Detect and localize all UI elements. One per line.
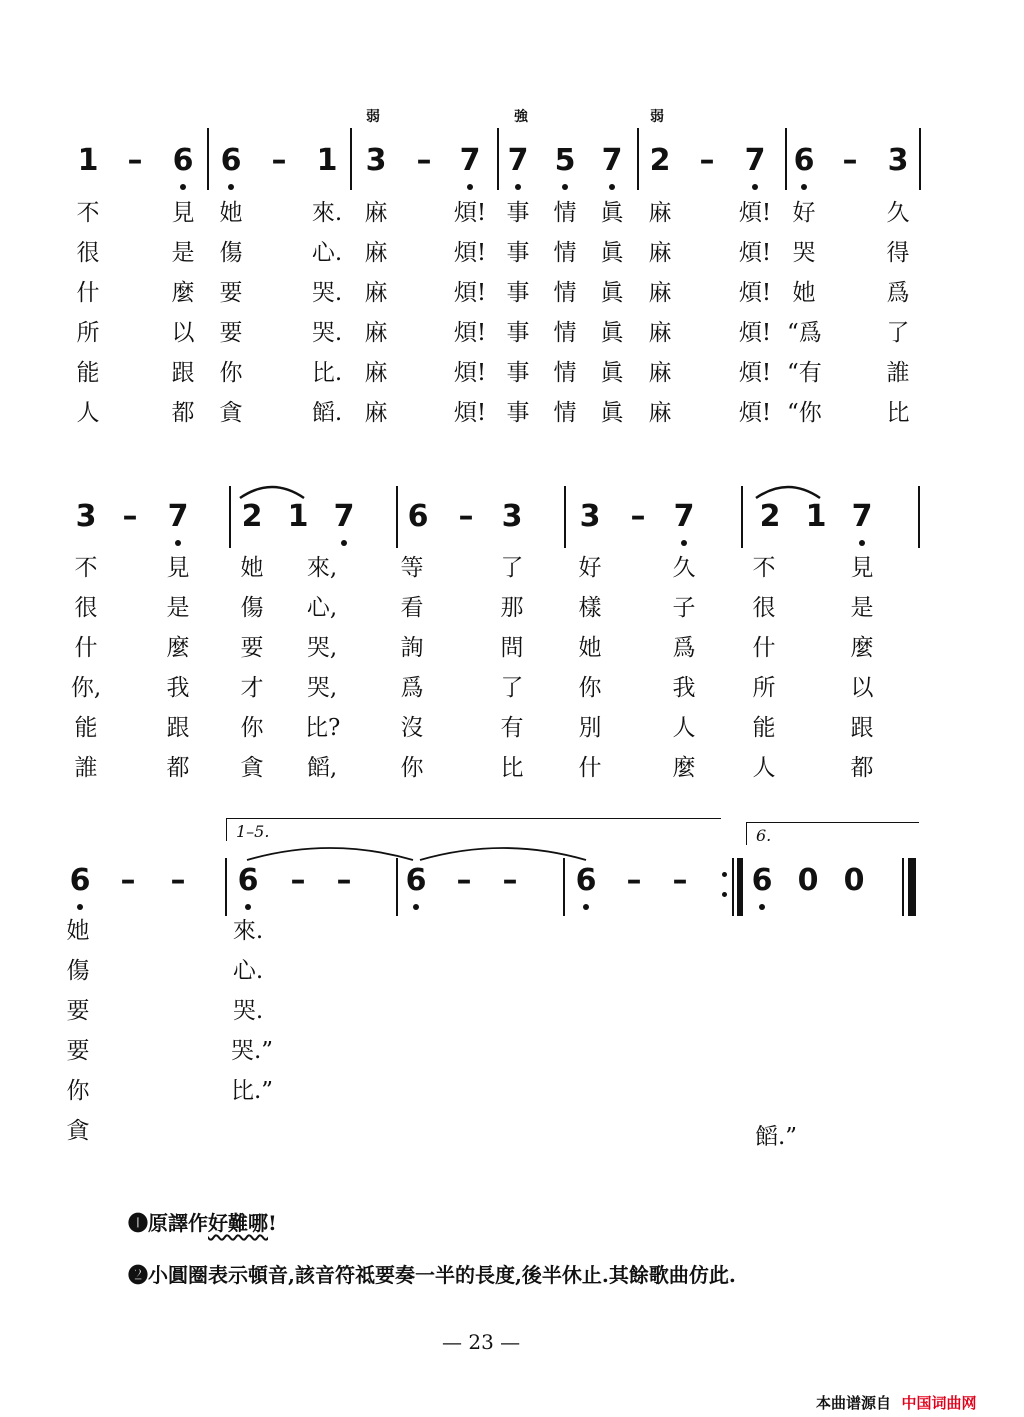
- note: 1: [805, 499, 827, 534]
- lyric-syllable: 能: [752, 715, 776, 741]
- lyric-syllable: 見: [166, 555, 190, 581]
- lyric-syllable: 事: [506, 360, 530, 386]
- lyric-syllable: 傷: [66, 958, 90, 984]
- lyric-syllable: 要: [219, 320, 243, 346]
- lyric-syllable: 煩!: [453, 200, 487, 226]
- lyric-syllable: 眞: [600, 200, 624, 226]
- lyric-syllable: 煩!: [453, 240, 487, 266]
- lyric-syllable: 能: [74, 715, 98, 741]
- lyric-syllable: 詢: [400, 635, 424, 661]
- lyric-syllable: 麻: [364, 360, 388, 386]
- lyric-syllable: 是: [850, 595, 874, 621]
- source-watermark: 本曲谱源自 中国词曲网: [816, 1394, 977, 1412]
- lyric-syllable: 你: [400, 755, 424, 781]
- lyric-syllable: 很: [74, 595, 98, 621]
- note: 7: [500, 146, 536, 176]
- lyric-syllable: 麼: [171, 280, 195, 306]
- note: 6: [165, 146, 201, 176]
- lyric-syllable: 是: [166, 595, 190, 621]
- lyric-syllable: 什: [578, 755, 602, 781]
- low-octave-dot: [859, 540, 865, 546]
- lyric-syllable: 麻: [648, 400, 672, 426]
- note: –: [842, 143, 858, 178]
- lyric-syllable: 了: [500, 675, 524, 701]
- note: 7: [666, 502, 702, 532]
- lyric-syllable: 你: [219, 360, 243, 386]
- lyric-syllable: 眞: [600, 320, 624, 346]
- footnote-2: ❷小圓圈表示頓音,該音符祗要奏一半的長度,後半休止.其餘歌曲仿此.: [128, 1263, 736, 1287]
- lyric-syllable: 煩!: [738, 400, 772, 426]
- lyric-syllable: 煩!: [738, 200, 772, 226]
- lyric-syllable: 情: [553, 280, 577, 306]
- lyric-syllable: 傷: [240, 595, 264, 621]
- lyric-syllable: 哭,: [306, 635, 338, 661]
- barline: [919, 128, 921, 190]
- note: 7: [326, 502, 362, 532]
- lyric-syllable: 以: [171, 320, 195, 346]
- lyric-syllable: 麻: [364, 400, 388, 426]
- barline: [918, 486, 920, 548]
- lyric-syllable: 事: [506, 400, 530, 426]
- dynamic-marking: 強: [514, 109, 528, 125]
- lyric-syllable: 她: [66, 918, 90, 944]
- note: 7: [452, 146, 488, 176]
- lyric-syllable: 所: [752, 675, 776, 701]
- lyric-syllable: 哭: [792, 240, 816, 266]
- lyric-syllable: 眞: [600, 360, 624, 386]
- note: 2: [241, 499, 263, 534]
- lyric-syllable: 以: [850, 675, 874, 701]
- lyric-syllable: 爲: [400, 675, 424, 701]
- lyric-syllable: 事: [506, 240, 530, 266]
- footnote-1: ❶原譯作好難哪!: [128, 1211, 277, 1235]
- lyric-syllable: 情: [553, 400, 577, 426]
- final-barline-thick: [908, 858, 916, 916]
- note: 7: [737, 146, 773, 176]
- low-octave-dot: [562, 184, 568, 190]
- note: 3: [887, 143, 909, 178]
- lyric-syllable: 煩!: [738, 320, 772, 346]
- lyric-syllable: 不: [76, 200, 100, 226]
- lyric-syllable: 她: [792, 280, 816, 306]
- lyric-syllable: 人: [672, 715, 696, 741]
- lyric-syllable: 才: [240, 675, 264, 701]
- lyric-syllable: 比: [886, 400, 910, 426]
- lyric-syllable: 誰: [886, 360, 910, 386]
- note: –: [122, 499, 138, 534]
- lyric-syllable: 很: [752, 595, 776, 621]
- lyric-syllable: 問: [500, 635, 524, 661]
- lyric-syllable: 傷: [219, 240, 243, 266]
- lyric-syllable: 要: [240, 635, 264, 661]
- note: 1: [316, 143, 338, 178]
- note: 7: [160, 502, 196, 532]
- note: 0: [797, 863, 819, 898]
- lyric-syllable: 情: [553, 240, 577, 266]
- note: 2: [759, 499, 781, 534]
- note: –: [120, 863, 136, 898]
- lyric-syllable: 你,: [70, 675, 102, 701]
- low-octave-dot: [752, 184, 758, 190]
- lyric-syllable: 麼: [850, 635, 874, 661]
- lyric-syllable: 什: [74, 635, 98, 661]
- lyric-syllable: 麻: [364, 320, 388, 346]
- barline: [785, 128, 787, 190]
- lyric-syllable: 好: [792, 200, 816, 226]
- barline: [225, 858, 227, 916]
- low-octave-dot: [467, 184, 473, 190]
- lyric-syllable: 哭.: [311, 280, 343, 306]
- note: 7: [594, 146, 630, 176]
- lyric-syllable: 樣: [578, 595, 602, 621]
- lyric-syllable: 誰: [74, 755, 98, 781]
- barline: [396, 486, 398, 548]
- note: 6: [213, 146, 249, 176]
- lyric-syllable: 久: [672, 555, 696, 581]
- lyric-syllable: 我: [672, 675, 696, 701]
- lyric-syllable: 煩!: [453, 280, 487, 306]
- lyric-syllable: 麻: [364, 280, 388, 306]
- lyric-syllable: 能: [76, 360, 100, 386]
- lyric-syllable: “你: [787, 400, 822, 426]
- lyric-syllable: 看: [400, 595, 424, 621]
- lyric-syllable: 什: [76, 280, 100, 306]
- lyric-syllable: 事: [506, 280, 530, 306]
- lyric-syllable: 很: [76, 240, 100, 266]
- low-octave-dot: [801, 184, 807, 190]
- lyric-syllable: 心.: [311, 240, 343, 266]
- repeat-barline-thick: [737, 858, 743, 916]
- lyric-syllable: 煩!: [453, 360, 487, 386]
- dynamic-marking: 弱: [366, 109, 380, 125]
- low-octave-dot: [609, 184, 615, 190]
- lyric-syllable: 她: [240, 555, 264, 581]
- low-octave-dot: [180, 184, 186, 190]
- lyric-syllable: 比.”: [231, 1078, 274, 1104]
- lyric-syllable: 哭.: [232, 998, 264, 1024]
- lyric-syllable: 煩!: [738, 360, 772, 386]
- note: –: [336, 863, 352, 898]
- lyric-syllable: 所: [76, 320, 100, 346]
- lyric-syllable: 要: [66, 998, 90, 1024]
- note: –: [290, 863, 306, 898]
- lyric-syllable: 麻: [648, 320, 672, 346]
- note: –: [626, 863, 642, 898]
- lyric-syllable: 貪: [240, 755, 264, 781]
- repeat-dots: [722, 892, 727, 897]
- lyric-syllable: 情: [553, 200, 577, 226]
- note: 6: [568, 866, 604, 896]
- barline: [497, 128, 499, 190]
- note: 6: [398, 866, 434, 896]
- lyric-syllable: 了: [886, 320, 910, 346]
- note: 2: [649, 143, 671, 178]
- lyric-syllable: 貪: [219, 400, 243, 426]
- lyric-syllable: 了: [500, 555, 524, 581]
- lyric-syllable: 麻: [364, 240, 388, 266]
- note: –: [271, 143, 287, 178]
- lyric-syllable: 好: [578, 555, 602, 581]
- lyric-syllable: 不: [752, 555, 776, 581]
- lyric-syllable: 事: [506, 200, 530, 226]
- low-octave-dot: [413, 904, 419, 910]
- note: 6: [744, 866, 780, 896]
- note: 3: [579, 499, 601, 534]
- note: –: [127, 143, 143, 178]
- lyric-syllable: 你: [240, 715, 264, 741]
- lyric-syllable: 比?: [305, 715, 341, 741]
- barline: [207, 128, 209, 190]
- lyric-syllable: 什: [752, 635, 776, 661]
- lyric-syllable: “爲: [787, 320, 822, 346]
- barline: [350, 128, 352, 190]
- lyric-syllable: 跟: [850, 715, 874, 741]
- lyric-syllable: 哭.: [311, 320, 343, 346]
- note: 6: [407, 499, 429, 534]
- note: –: [699, 143, 715, 178]
- note: 5: [547, 146, 583, 176]
- lyric-syllable: 子: [672, 595, 696, 621]
- note: –: [672, 863, 688, 898]
- lyric-syllable: 眞: [600, 280, 624, 306]
- low-octave-dot: [681, 540, 687, 546]
- lyric-syllable: 麼: [166, 635, 190, 661]
- barline: [563, 858, 565, 916]
- lyric-syllable: 煩!: [453, 320, 487, 346]
- lyric-syllable: 別: [578, 715, 602, 741]
- note: –: [502, 863, 518, 898]
- lyric-syllable: 你: [578, 675, 602, 701]
- lyric-syllable: 哭,: [306, 675, 338, 701]
- lyric-syllable: 人: [752, 755, 776, 781]
- lyric-syllable: 來,: [306, 555, 338, 581]
- volta-bracket-2: [746, 822, 919, 845]
- lyric-syllable: 煩!: [453, 400, 487, 426]
- note: 0: [843, 863, 865, 898]
- lyric-syllable: 比: [500, 755, 524, 781]
- lyric-syllable: 是: [171, 240, 195, 266]
- lyric-syllable: 貪: [66, 1118, 90, 1144]
- lyric-syllable: 她: [578, 635, 602, 661]
- lyric-syllable: 人: [76, 400, 100, 426]
- note: –: [630, 499, 646, 534]
- lyric-syllable: 都: [166, 755, 190, 781]
- low-octave-dot: [515, 184, 521, 190]
- note: 6: [230, 866, 266, 896]
- lyric-syllable: 饀.”: [755, 1124, 798, 1150]
- lyric-syllable: 爲: [886, 280, 910, 306]
- dynamic-marking: 弱: [650, 109, 664, 125]
- volta-bracket-1: [226, 818, 721, 841]
- lyric-syllable: 你: [66, 1078, 90, 1104]
- lyric-syllable: “有: [787, 360, 822, 386]
- lyric-syllable: 情: [553, 320, 577, 346]
- lyric-syllable: 跟: [166, 715, 190, 741]
- lyric-syllable: 都: [850, 755, 874, 781]
- barline: [637, 128, 639, 190]
- repeat-dots: [722, 872, 727, 877]
- note: 1: [287, 499, 309, 534]
- note: 3: [365, 143, 387, 178]
- lyric-syllable: 麻: [364, 200, 388, 226]
- note: –: [170, 863, 186, 898]
- tie: [245, 842, 415, 862]
- lyric-syllable: 哭.”: [231, 1038, 274, 1064]
- low-octave-dot: [759, 904, 765, 910]
- barline: [564, 486, 566, 548]
- low-octave-dot: [245, 904, 251, 910]
- lyric-syllable: 麼: [672, 755, 696, 781]
- lyric-syllable: 我: [166, 675, 190, 701]
- note: 6: [62, 866, 98, 896]
- volta-label-1: 1–5.: [236, 822, 270, 841]
- lyric-syllable: 煩!: [738, 280, 772, 306]
- lyric-syllable: 得: [886, 240, 910, 266]
- lyric-syllable: 情: [553, 360, 577, 386]
- lyric-syllable: 跟: [171, 360, 195, 386]
- lyric-syllable: 麻: [648, 280, 672, 306]
- note: 3: [75, 499, 97, 534]
- repeat-barline: [732, 858, 734, 916]
- lyric-syllable: 見: [850, 555, 874, 581]
- lyric-syllable: 那: [500, 595, 524, 621]
- lyric-syllable: 比.: [311, 360, 343, 386]
- barline: [741, 486, 743, 548]
- lyric-syllable: 等: [400, 555, 424, 581]
- lyric-syllable: 爲: [672, 635, 696, 661]
- barline: [229, 486, 231, 548]
- note: –: [456, 863, 472, 898]
- lyric-syllable: 麻: [648, 200, 672, 226]
- lyric-syllable: 不: [74, 555, 98, 581]
- note: 1: [77, 143, 99, 178]
- lyric-syllable: 來.: [232, 918, 264, 944]
- lyric-syllable: 都: [171, 400, 195, 426]
- low-octave-dot: [77, 904, 83, 910]
- lyric-syllable: 煩!: [738, 240, 772, 266]
- lyric-syllable: 麻: [648, 360, 672, 386]
- lyric-syllable: 要: [219, 280, 243, 306]
- lyric-syllable: 麻: [648, 240, 672, 266]
- lyric-syllable: 饀,: [306, 755, 338, 781]
- slur: [236, 480, 308, 500]
- lyric-syllable: 眞: [600, 400, 624, 426]
- final-barline: [902, 858, 904, 916]
- note: 6: [786, 146, 822, 176]
- lyric-syllable: 有: [500, 715, 524, 741]
- low-octave-dot: [583, 904, 589, 910]
- low-octave-dot: [341, 540, 347, 546]
- note: 7: [844, 502, 880, 532]
- lyric-syllable: 心.: [232, 958, 264, 984]
- note: 3: [501, 499, 523, 534]
- volta-label-2: 6.: [756, 826, 772, 845]
- note: –: [416, 143, 432, 178]
- lyric-syllable: 沒: [400, 715, 424, 741]
- lyric-syllable: 事: [506, 320, 530, 346]
- barline: [396, 858, 398, 916]
- lyric-syllable: 她: [219, 200, 243, 226]
- low-octave-dot: [175, 540, 181, 546]
- lyric-syllable: 心,: [306, 595, 338, 621]
- slur: [752, 480, 824, 500]
- lyric-syllable: 見: [171, 200, 195, 226]
- lyric-syllable: 來.: [311, 200, 343, 226]
- lyric-syllable: 眞: [600, 240, 624, 266]
- lyric-syllable: 久: [886, 200, 910, 226]
- lyric-syllable: 要: [66, 1038, 90, 1064]
- page-number: — 23 —: [442, 1330, 521, 1354]
- note: –: [458, 499, 474, 534]
- lyric-syllable: 饀.: [311, 400, 343, 426]
- low-octave-dot: [228, 184, 234, 190]
